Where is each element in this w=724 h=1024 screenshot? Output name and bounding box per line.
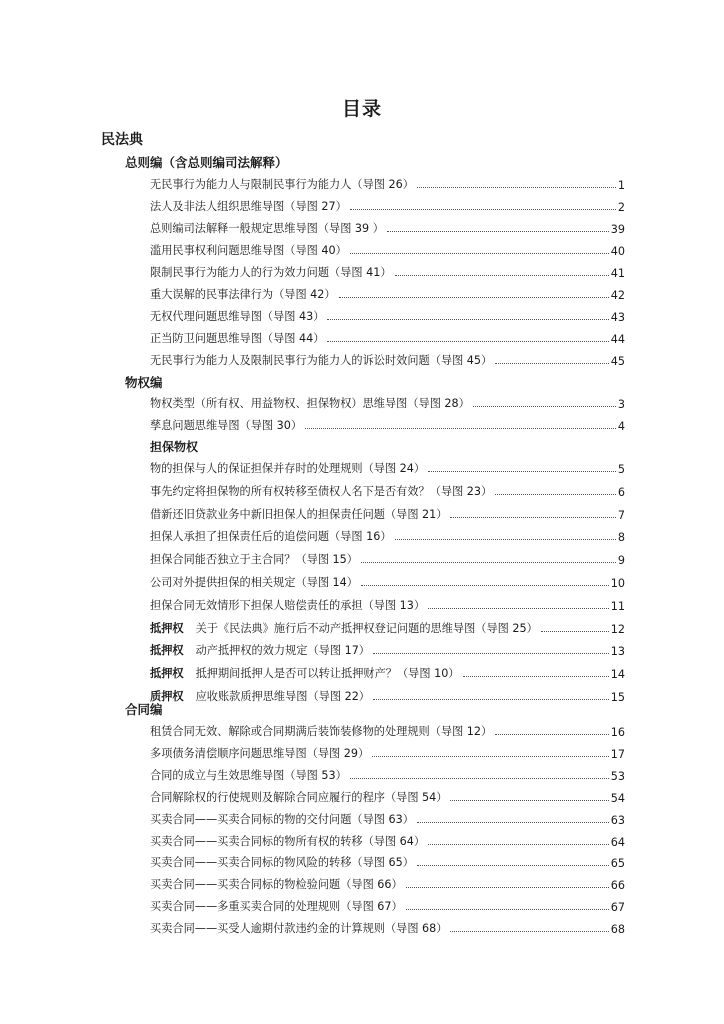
- toc-entry[interactable]: [150, 218, 625, 236]
- toc-entry-category: 抵押权: [150, 644, 184, 658]
- toc-entry-page-number: 41: [610, 267, 625, 280]
- toc-entry-page-number: 1: [617, 179, 625, 192]
- toc-entry-title: 事先约定将担保物的所有权转移至债权人名下是否有效？（导图 23）: [150, 484, 493, 498]
- toc-entry-page-number: 63: [610, 813, 625, 827]
- toc-entry-title: 买卖合同——买卖合同标的物风险的转移（导图 65）: [150, 856, 414, 870]
- toc-entry[interactable]: [150, 174, 625, 192]
- toc-entry[interactable]: [150, 549, 625, 567]
- toc-entry[interactable]: [150, 262, 625, 280]
- dot-leader: [327, 341, 608, 342]
- toc-entry-title: 买卖合同——买卖合同标的物的交付问题（导图 63）: [150, 812, 414, 826]
- toc-entry[interactable]: [150, 831, 625, 849]
- toc-entry[interactable]: [150, 572, 625, 590]
- toc-entry-page-number: 67: [610, 901, 625, 915]
- toc-entry-page-number: 3: [617, 398, 625, 411]
- toc-entry[interactable]: [150, 306, 625, 324]
- toc-entry[interactable]: [150, 686, 625, 704]
- toc-entry-title: 重大误解的民事法律行为（导图 42）: [150, 288, 336, 301]
- toc-entry-page-number: 40: [610, 245, 625, 258]
- dot-leader: [495, 734, 609, 735]
- toc-entry-title: 担保人承担了担保责任后的追偿问题（导图 16）: [150, 530, 392, 544]
- toc-entry[interactable]: [150, 504, 625, 522]
- toc-entry-page-number: 13: [610, 645, 625, 659]
- toc-entry-page-number: 15: [610, 691, 625, 704]
- toc-entry-page-number: 65: [610, 857, 625, 871]
- toc-entry[interactable]: [150, 852, 625, 870]
- dot-leader: [350, 253, 609, 254]
- toc-entry[interactable]: [150, 743, 625, 761]
- dot-leader: [450, 800, 608, 801]
- toc-entry[interactable]: [150, 809, 625, 827]
- toc-entry[interactable]: [150, 640, 625, 658]
- dot-leader: [395, 275, 609, 276]
- dot-leader: [463, 676, 609, 677]
- toc-entry[interactable]: [150, 415, 625, 433]
- toc-entry[interactable]: [150, 458, 625, 476]
- dot-leader: [473, 406, 616, 407]
- toc-entry-title: 合同解除权的行使规则及解除合同应履行的程序（导图 54）: [150, 790, 448, 804]
- dot-leader: [361, 562, 616, 563]
- toc-entry-page-number: 42: [610, 289, 625, 302]
- toc-entry-title: 买卖合同——多重买卖合同的处理规则（导图 67）: [150, 900, 403, 914]
- toc-entry-title: 应收账款质押思维导图（导图 22）: [195, 690, 370, 703]
- toc-entry-page-number: 2: [617, 201, 625, 214]
- dot-leader: [495, 363, 609, 364]
- dot-leader: [406, 887, 609, 888]
- toc-entry-title: 无权代理问题思维导图（导图 43）: [150, 310, 325, 323]
- dot-leader: [372, 756, 609, 757]
- dot-leader: [373, 699, 609, 700]
- toc-entry-title: 公司对外提供担保的相关规定（导图 14）: [150, 576, 358, 589]
- dot-leader: [305, 428, 616, 429]
- toc-entry-title: 正当防卫问题思维导图（导图 44）: [150, 332, 325, 345]
- toc-entry-category: 抵押权: [150, 621, 184, 635]
- page-title: 目录: [341, 98, 382, 120]
- dot-leader: [417, 822, 609, 823]
- toc-entry-title: 物的担保与人的保证担保并存时的处理规则（导图 24）: [150, 462, 426, 475]
- toc-entry[interactable]: [150, 618, 625, 636]
- toc-entry-page-number: 54: [610, 791, 625, 805]
- toc-entry[interactable]: [150, 721, 625, 739]
- toc-entry-title: 多项债务清偿顺序问题思维导图（导图 29）: [150, 746, 370, 760]
- toc-entry-title: 抵押期间抵押人是否可以转让抵押财产？（导图 10）: [195, 667, 460, 681]
- toc-entry-page-number: 45: [610, 355, 625, 368]
- toc-entry-page-number: 17: [610, 747, 625, 761]
- toc-entry-page-number: 12: [610, 622, 625, 636]
- group-heading-danbao: 担保物权: [150, 440, 199, 454]
- toc-entry[interactable]: [150, 787, 625, 805]
- toc-entry[interactable]: [150, 350, 625, 368]
- toc-entry-title: 租赁合同无效、解除或合同期满后装饰装修物的处理规则（导图 12）: [150, 725, 493, 738]
- toc-entry-title: 无民事行为能力人与限制民事行为能力人（导图 26）: [150, 178, 414, 191]
- toc-entry[interactable]: [150, 765, 625, 783]
- toc-entry-title: 总则编司法解释一般规定思维导图（导图 39 ）: [150, 222, 384, 235]
- group-heading-wuquan: 物权编: [125, 375, 163, 390]
- toc-entry-page-number: 14: [610, 668, 625, 682]
- group-heading-zongze: 总则编（含总则编司法解释）: [125, 155, 288, 170]
- dot-leader: [450, 517, 615, 518]
- toc-entry-title: 无民事行为能力人及限制民事行为能力人的诉讼时效问题（导图 45）: [150, 354, 493, 367]
- toc-entry-page-number: 66: [610, 879, 625, 893]
- dot-leader: [428, 471, 616, 472]
- dot-leader: [395, 539, 616, 540]
- toc-entry-title: 滥用民事权利问题思维导图（导图 40）: [150, 244, 347, 257]
- dot-leader: [417, 187, 616, 188]
- toc-entry-title: 买卖合同——买卖合同标的物所有权的转移（导图 64）: [150, 834, 426, 848]
- toc-entry-page-number: 10: [610, 577, 625, 590]
- dot-leader: [350, 778, 609, 779]
- dot-leader: [327, 319, 608, 320]
- toc-entry-title: 动产抵押权的效力规定（导图 17）: [195, 644, 370, 658]
- toc-entry-category: 抵押权: [150, 667, 184, 681]
- toc-entry-page-number: 64: [610, 835, 625, 849]
- section-heading: 民法典: [101, 132, 143, 148]
- toc-entry-page-number: 8: [617, 531, 625, 545]
- toc-entry[interactable]: [150, 595, 625, 613]
- toc-entry[interactable]: [150, 874, 625, 892]
- toc-entry[interactable]: [150, 240, 625, 258]
- toc-entry-page-number: 5: [617, 463, 625, 476]
- toc-entry-title: 买卖合同——买受人逾期付款违约金的计算规则（导图 68）: [150, 922, 448, 936]
- toc-entry-title: 关于《民法典》施行后不动产抵押权登记问题的思维导图（导图 25）: [195, 621, 538, 635]
- toc-entry-title: 借新还旧贷款业务中新旧担保人的担保责任问题（导图 21）: [150, 507, 448, 521]
- toc-entry-title: 买卖合同——买卖合同标的物检验问题（导图 66）: [150, 878, 403, 892]
- toc-entry[interactable]: [150, 284, 625, 302]
- dot-leader: [428, 844, 609, 845]
- toc-entry-title: 法人及非法人组织思维导图（导图 27）: [150, 200, 347, 213]
- dot-leader: [417, 865, 609, 866]
- toc-entry[interactable]: [150, 481, 625, 499]
- group-heading-hetong: 合同编: [125, 702, 163, 717]
- toc-entry[interactable]: [150, 896, 625, 914]
- toc-entry[interactable]: [150, 526, 625, 544]
- toc-entry-title: 担保合同无效情形下担保人赔偿责任的承担（导图 13）: [150, 598, 426, 612]
- toc-entry[interactable]: [150, 328, 625, 346]
- dot-leader: [373, 653, 609, 654]
- toc-entry[interactable]: [150, 196, 625, 214]
- toc-entry-title: 合同的成立与生效思维导图（导图 53）: [150, 768, 347, 782]
- dot-leader: [428, 608, 609, 609]
- toc-entry-title: 物权类型（所有权、用益物权、担保物权）思维导图（导图 28）: [150, 397, 470, 410]
- toc-entry-page-number: 11: [610, 599, 625, 613]
- toc-entry[interactable]: [150, 393, 625, 411]
- dot-leader: [406, 909, 609, 910]
- toc-entry-page-number: 53: [610, 769, 625, 783]
- toc-entry-page-number: 7: [617, 508, 625, 522]
- dot-leader: [339, 297, 609, 298]
- dot-leader: [387, 231, 609, 232]
- dot-leader: [541, 631, 609, 632]
- toc-entry-title: 孳息问题思维导图（导图 30）: [150, 418, 303, 432]
- toc-entry-page-number: 9: [617, 554, 625, 568]
- toc-entry-title: 限制民事行为能力人的行为效力问题（导图 41）: [150, 266, 392, 279]
- toc-entry[interactable]: [150, 918, 625, 936]
- dot-leader: [361, 585, 609, 586]
- toc-entry-page-number: 6: [617, 485, 625, 499]
- toc-entry-page-number: 44: [610, 333, 625, 346]
- toc-entry[interactable]: [150, 663, 625, 681]
- toc-entry-title: 担保合同能否独立于主合同？（导图 15）: [150, 553, 358, 567]
- dot-leader: [350, 209, 616, 210]
- toc-entry-page-number: 4: [617, 419, 625, 433]
- dot-leader: [495, 494, 616, 495]
- toc-entry-page-number: 16: [610, 726, 625, 739]
- toc-entry-page-number: 39: [610, 223, 625, 236]
- toc-entry-category: 质押权: [150, 690, 184, 703]
- dot-leader: [450, 931, 608, 932]
- toc-entry-page-number: 68: [610, 923, 625, 937]
- toc-entry-page-number: 43: [610, 311, 625, 324]
